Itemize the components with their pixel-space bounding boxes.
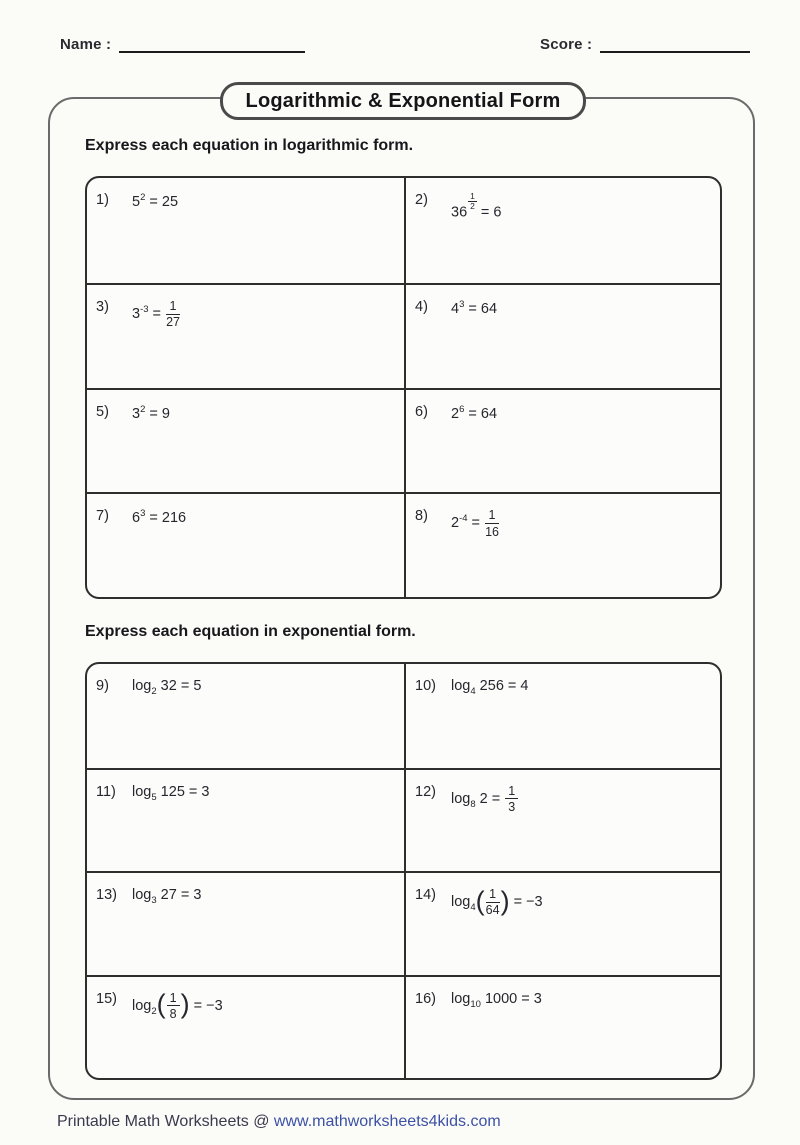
- log-base: 10: [470, 998, 481, 1010]
- exponent: 6: [459, 403, 465, 415]
- equation-text: log: [451, 790, 471, 807]
- page-title: Logarithmic & Exponential Form: [245, 89, 561, 112]
- equation-text: 256 = 4: [475, 678, 529, 694]
- equation-text: log: [451, 678, 471, 694]
- log-base: 2: [151, 686, 157, 697]
- equation-text: 32 = 5: [156, 678, 202, 694]
- log-base: 8: [470, 798, 476, 810]
- problems-table-logarithmic: [85, 176, 722, 599]
- equation-text: 5: [132, 194, 141, 210]
- equation-text: 3: [132, 305, 141, 322]
- problems-table-exponential: [85, 662, 722, 1080]
- equation-text: =: [467, 515, 485, 532]
- problem-equation: [132, 508, 186, 526]
- problem-equation: [132, 887, 201, 906]
- equation-text: log: [132, 887, 152, 903]
- problem-cell-15: [87, 975, 404, 1079]
- fraction-denominator: 8: [169, 1006, 177, 1021]
- problem-cell-12: [404, 768, 720, 872]
- fraction: [505, 784, 518, 815]
- problem-number: 9): [96, 678, 109, 694]
- problem-equation: [132, 192, 178, 210]
- close-paren: ): [500, 885, 510, 916]
- problem-equation: [451, 299, 497, 317]
- log-base: 2: [151, 1005, 157, 1017]
- fraction: [167, 991, 180, 1022]
- fraction-numerator: 1: [167, 991, 180, 1007]
- equation-text: 4: [451, 300, 460, 317]
- footer-link[interactable]: www.mathworksheets4kids.com: [273, 1113, 501, 1130]
- equation-text: log: [132, 678, 152, 694]
- equation-text: = 9: [145, 405, 170, 422]
- name-label: Name :: [60, 36, 112, 53]
- problem-number: 10): [415, 678, 436, 694]
- fraction-denominator: 27: [166, 315, 180, 330]
- fraction: [166, 299, 180, 330]
- fraction-denominator: 16: [485, 524, 499, 539]
- name-write-line[interactable]: [119, 33, 305, 53]
- equation-text: = 64: [464, 405, 498, 422]
- fraction-numerator: 1: [486, 887, 500, 903]
- problem-number: 4): [415, 298, 428, 315]
- problem-equation: [451, 678, 528, 697]
- problem-number: 13): [96, 887, 117, 903]
- equation-text: 125 = 3: [156, 783, 210, 800]
- close-paren: ): [180, 989, 190, 1020]
- problem-equation: [132, 991, 223, 1022]
- equation-text: = 64: [464, 300, 498, 317]
- footer: [57, 1113, 501, 1131]
- problem-equation: [451, 508, 500, 539]
- exponent: -3: [140, 303, 149, 315]
- fraction-numerator: 1: [470, 191, 475, 201]
- problem-equation: [132, 404, 170, 422]
- exponent: 2: [140, 403, 146, 415]
- problem-number: 15): [96, 990, 117, 1007]
- log-base: 4: [470, 686, 476, 697]
- problem-cell-9: [87, 664, 404, 768]
- problem-number: 6): [415, 403, 428, 420]
- equation-text: 6: [132, 510, 141, 527]
- equation-text: =: [148, 305, 166, 322]
- fraction-numerator: 1: [505, 784, 518, 800]
- problem-cell-16: [404, 975, 720, 1079]
- problem-cell-4: [404, 283, 720, 388]
- fraction-numerator: 1: [485, 508, 499, 524]
- problem-cell-5: [87, 388, 404, 493]
- worksheet-title-box: [220, 82, 586, 120]
- problem-cell-6: [404, 388, 720, 493]
- problem-equation: [451, 887, 543, 918]
- log-base: 3: [151, 895, 157, 906]
- equation-text: 2 =: [475, 790, 505, 807]
- equation-text: 27 = 3: [156, 887, 202, 903]
- problem-cell-14: [404, 871, 720, 975]
- problem-equation: [451, 404, 497, 422]
- problem-number: 1): [96, 192, 109, 208]
- exponent: -4: [459, 513, 468, 525]
- fraction: [485, 508, 499, 539]
- problem-number: 2): [415, 192, 428, 208]
- parenthesized-fraction: [475, 885, 510, 918]
- exponent: 3: [140, 508, 146, 520]
- fraction-denominator: 2: [470, 201, 475, 212]
- problem-number: 11): [96, 783, 116, 800]
- equation-text: = −3: [509, 894, 543, 911]
- score-field: [540, 33, 750, 53]
- equation-text: log: [451, 894, 471, 911]
- score-write-line[interactable]: [600, 33, 750, 53]
- equation-text: = 6: [476, 204, 502, 221]
- fraction: [468, 192, 477, 212]
- equation-text: log: [451, 990, 471, 1007]
- log-base: 5: [151, 791, 157, 803]
- parenthesized-fraction: [156, 989, 190, 1021]
- score-label: Score :: [540, 36, 593, 53]
- problem-cell-7: [87, 492, 404, 597]
- problem-cell-3: [87, 283, 404, 388]
- problem-number: 16): [415, 990, 436, 1007]
- fraction: [486, 887, 500, 918]
- problem-number: 12): [415, 783, 436, 800]
- problem-cell-2: [404, 178, 720, 283]
- exponent: 2: [140, 192, 146, 203]
- problem-cell-11: [87, 768, 404, 872]
- equation-text: = −3: [189, 997, 223, 1014]
- problem-equation: [451, 784, 519, 815]
- footer-text: Printable Math Worksheets @: [57, 1113, 274, 1130]
- problem-number: 7): [96, 508, 109, 525]
- instruction-logarithmic-form: Express each equation in logarithmic form.: [85, 137, 414, 154]
- instruction-exponential-form: Express each equation in exponential form.: [85, 623, 416, 640]
- problem-equation: [132, 678, 201, 697]
- problem-number: 3): [96, 298, 109, 315]
- open-paren: (: [156, 989, 166, 1020]
- open-paren: (: [475, 885, 485, 916]
- name-field: [60, 33, 305, 53]
- problem-number: 8): [415, 508, 428, 525]
- fraction-denominator: 64: [485, 903, 500, 918]
- problem-cell-1: [87, 178, 404, 283]
- problem-number: 14): [415, 887, 436, 903]
- equation-text: log: [132, 783, 152, 800]
- equation-text: 36: [451, 204, 468, 221]
- equation-text: 3: [132, 405, 141, 422]
- fraction-numerator: 1: [166, 299, 180, 315]
- problem-equation: [451, 192, 501, 220]
- equation-text: 2: [451, 405, 460, 422]
- log-base: 4: [470, 902, 476, 914]
- equation-text: 1000 = 3: [480, 990, 542, 1007]
- problem-number: 5): [96, 403, 109, 420]
- equation-text: = 216: [145, 510, 187, 527]
- problem-cell-10: [404, 664, 720, 768]
- fraction-denominator: 3: [508, 799, 516, 814]
- problem-equation: [132, 299, 181, 330]
- problem-cell-13: [87, 871, 404, 975]
- problem-equation: [132, 784, 209, 803]
- problem-equation: [451, 991, 542, 1010]
- exponent: 3: [459, 298, 465, 310]
- equation-text: 2: [451, 515, 460, 532]
- equation-text: = 25: [145, 194, 179, 210]
- problem-cell-8: [404, 492, 720, 597]
- equation-text: log: [132, 997, 152, 1014]
